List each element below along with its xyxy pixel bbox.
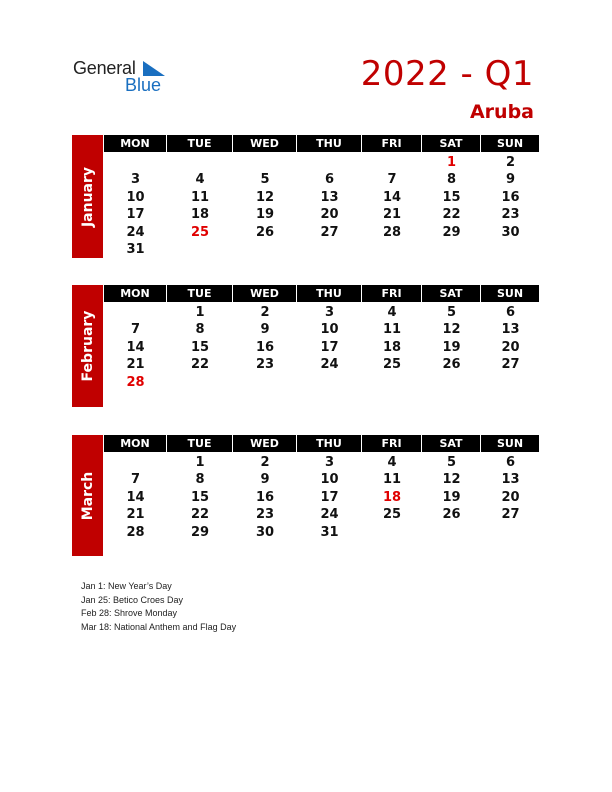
weekday-header-sat: SAT (422, 135, 480, 152)
date-cell: 27 (501, 507, 520, 523)
date-cell: 21 (126, 507, 145, 523)
date-cell: 12 (442, 322, 461, 338)
date-cell: 14 (382, 189, 402, 205)
weekday-header-tue: TUE (167, 285, 232, 302)
date-cell: 20 (501, 489, 520, 505)
date-cell: 21 (126, 357, 145, 373)
date-cell: 19 (442, 489, 461, 505)
date-cell: 22 (190, 507, 210, 523)
holiday-notes (81, 580, 236, 635)
holiday-note: Feb 28: Shrove Monday (81, 608, 178, 619)
date-cell: 17 (320, 489, 339, 505)
month-name: March (79, 471, 96, 520)
page-title: 2022 - Q1 (360, 54, 534, 94)
date-cell: 3 (130, 172, 141, 188)
month-name: January (79, 166, 96, 227)
date-cell: 22 (190, 357, 210, 373)
date-cell: 24 (126, 224, 145, 240)
date-cell: 6 (324, 172, 335, 188)
date-cell: 21 (382, 207, 402, 223)
date-cell: 15 (442, 189, 461, 205)
date-cell: 12 (255, 189, 275, 205)
weekday-header-sun: SUN (481, 135, 539, 152)
date-cell: 17 (126, 207, 145, 223)
month-february (72, 285, 540, 407)
logo-text-general: General (73, 58, 136, 78)
date-cell: 2 (260, 455, 270, 470)
date-cell: 11 (190, 189, 210, 205)
weekday-header-wed: WED (233, 435, 296, 452)
holiday-note: Jan 25: Betico Croes Day (81, 594, 184, 605)
holiday-date-cell: 18 (382, 489, 402, 505)
country-label: Aruba (469, 101, 534, 123)
date-cell: 28 (382, 224, 402, 240)
date-cell: 23 (255, 357, 275, 373)
weekday-header-tue: TUE (167, 135, 232, 152)
date-cell: 24 (320, 507, 339, 523)
date-cell: 4 (387, 305, 397, 320)
date-cell: 25 (382, 507, 402, 523)
weekday-header-sun: SUN (481, 285, 539, 302)
date-cell: 16 (255, 489, 275, 505)
month-january (72, 135, 540, 258)
weekday-header-thu: THU (297, 435, 361, 452)
date-cell: 6 (505, 455, 516, 470)
date-cell: 20 (501, 339, 520, 355)
date-cell: 4 (387, 455, 397, 470)
date-cell: 29 (442, 224, 461, 240)
weekday-header-thu: THU (297, 285, 361, 302)
weekday-header-sun: SUN (481, 435, 539, 452)
month-label-bar (72, 285, 103, 407)
date-cell: 10 (126, 189, 145, 205)
month-label-bar (72, 135, 103, 258)
date-cell: 24 (320, 357, 339, 373)
date-cell: 12 (442, 472, 461, 488)
date-cell: 17 (320, 339, 339, 355)
date-cell: 23 (255, 507, 275, 523)
date-cell: 1 (195, 305, 205, 320)
date-cell: 29 (190, 524, 210, 540)
date-cell: 26 (442, 507, 461, 523)
date-cell: 8 (195, 472, 205, 488)
date-cell: 2 (505, 155, 516, 170)
date-cell: 3 (324, 305, 335, 320)
date-cell: 31 (126, 242, 145, 257)
date-cell: 7 (387, 172, 397, 188)
holiday-note: Jan 1: New Year’s Day (81, 581, 172, 591)
date-cell: 30 (501, 224, 520, 240)
date-cell: 10 (320, 322, 339, 338)
date-cell: 15 (190, 339, 210, 355)
date-cell: 23 (501, 207, 520, 223)
date-cell: 27 (501, 357, 520, 373)
date-cell: 1 (195, 455, 205, 470)
date-cell: 14 (126, 489, 145, 505)
date-cell: 2 (260, 305, 270, 320)
date-cell: 3 (324, 455, 335, 470)
weekday-header-wed: WED (233, 285, 296, 302)
date-cell: 5 (446, 305, 457, 320)
weekday-header-mon: MON (104, 435, 166, 452)
date-cell: 8 (446, 172, 457, 188)
weekday-header-sat: SAT (422, 435, 480, 452)
date-cell: 6 (505, 305, 516, 320)
logo-triangle-icon (143, 61, 165, 76)
weekday-header-fri: FRI (362, 135, 421, 152)
weekday-header-mon: MON (104, 135, 166, 152)
holiday-note: Mar 18: National Anthem and Flag Day (81, 622, 237, 633)
date-cell: 25 (382, 357, 402, 373)
month-march (72, 435, 540, 556)
date-cell: 13 (320, 189, 339, 205)
date-cell: 9 (260, 472, 270, 488)
holiday-date-cell: 28 (126, 374, 145, 390)
date-cell: 4 (195, 172, 205, 188)
date-cell: 9 (260, 322, 270, 338)
date-cell: 26 (255, 224, 275, 240)
date-cell: 18 (190, 207, 210, 223)
date-cell: 9 (505, 172, 516, 188)
date-cell: 30 (255, 524, 275, 540)
weekday-header-tue: TUE (167, 435, 232, 452)
date-cell: 13 (501, 472, 520, 488)
date-cell: 28 (126, 524, 145, 540)
date-cell: 19 (255, 207, 275, 223)
date-cell: 14 (126, 339, 145, 355)
date-cell: 20 (320, 207, 339, 223)
holiday-date-cell: 25 (190, 224, 210, 240)
date-cell: 10 (320, 472, 339, 488)
date-cell: 26 (442, 357, 461, 373)
date-cell: 5 (260, 172, 270, 188)
holiday-date-cell: 1 (446, 155, 457, 170)
date-cell: 27 (320, 224, 339, 240)
weekday-header-fri: FRI (362, 285, 421, 302)
date-cell: 16 (501, 189, 520, 205)
weekday-header-thu: THU (297, 135, 361, 152)
date-cell: 5 (446, 455, 457, 470)
weekday-header-fri: FRI (362, 435, 421, 452)
weekday-header-sat: SAT (422, 285, 480, 302)
weekday-header-wed: WED (233, 135, 296, 152)
date-cell: 8 (195, 322, 205, 338)
month-name: February (79, 310, 96, 382)
date-cell: 11 (382, 322, 402, 338)
date-cell: 22 (442, 207, 461, 223)
date-cell: 7 (130, 322, 141, 338)
logo-text-blue: Blue (125, 75, 162, 95)
date-cell: 15 (190, 489, 210, 505)
date-cell: 7 (130, 472, 141, 488)
date-cell: 11 (382, 472, 402, 488)
date-cell: 13 (501, 322, 520, 338)
date-cell: 18 (382, 339, 402, 355)
month-label-bar (72, 435, 103, 556)
weekday-header-mon: MON (104, 285, 166, 302)
date-cell: 16 (255, 339, 275, 355)
date-cell: 31 (320, 524, 339, 540)
date-cell: 19 (442, 339, 461, 355)
